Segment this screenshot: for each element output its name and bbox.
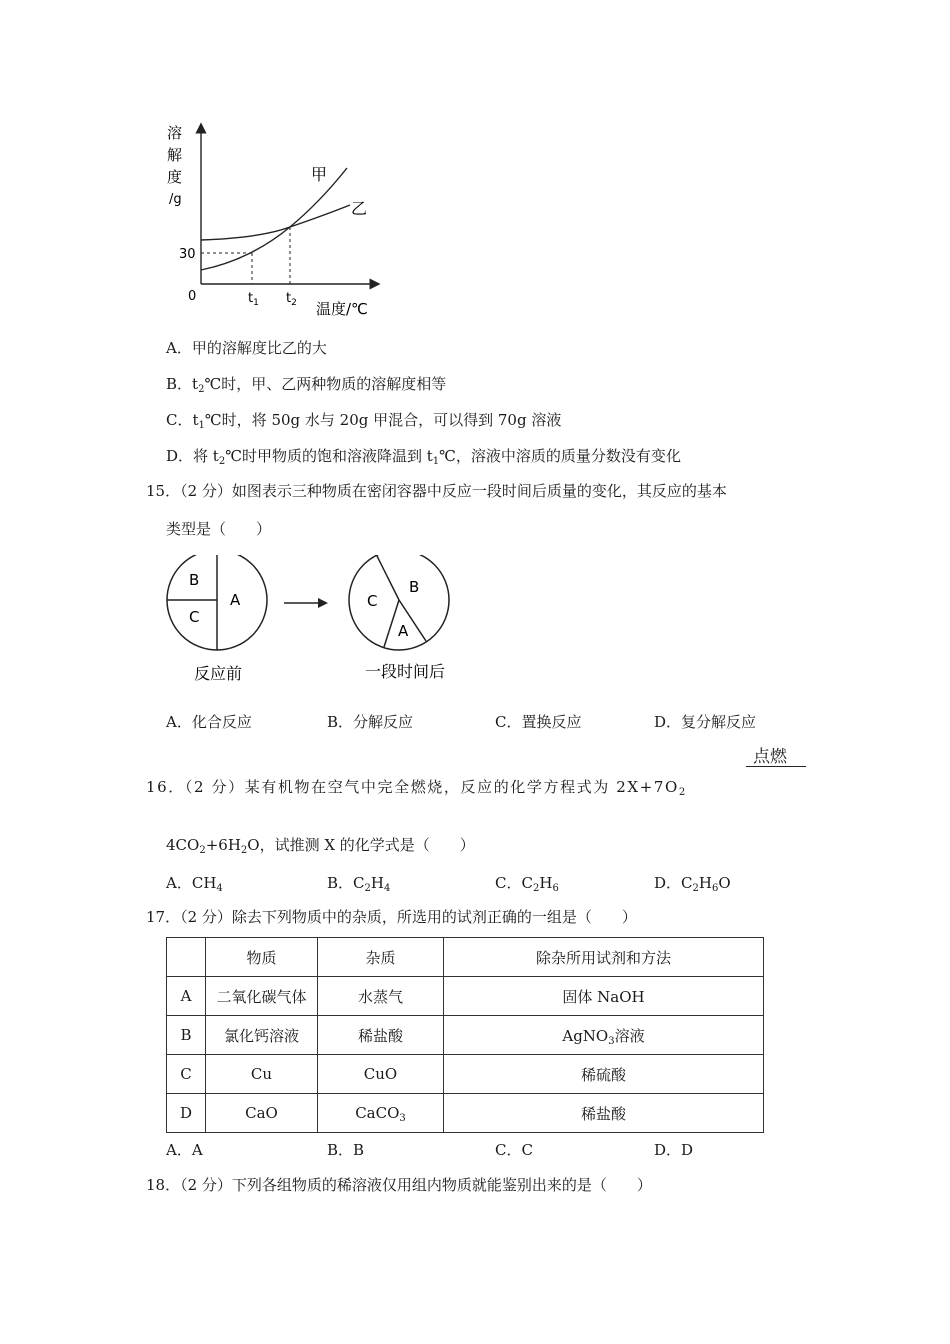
table-row — [167, 1055, 764, 1094]
row-substance: CaO — [206, 1094, 318, 1133]
q16-stem-line2: $4CO_2+6H_2O$，试推测 X 的化学式是（ ） — [166, 836, 475, 856]
q14-option-b[interactable]: B．$t_2℃$时，甲、乙两种物质的溶解度相等 — [166, 375, 447, 395]
pie-after-caption: 一段时间后 — [365, 662, 446, 681]
q18-stem: 18．（2 分）下列各组物质的稀溶液仅用组内物质就能鉴别出来的是（ ） — [146, 1176, 652, 1194]
q15-pie-diagram — [160, 555, 470, 690]
pie-after-divider-2 — [384, 600, 399, 647]
row-impurity: 水蒸气 — [318, 977, 444, 1016]
q14-option-c[interactable]: C．$t_1℃$时，将 50g 水与 20g 甲混合，可以得到 70g 溶液 — [166, 411, 562, 431]
pie-before-label-b: B — [189, 571, 200, 589]
q17-table — [166, 937, 764, 1133]
q16-condition-line — [746, 766, 806, 767]
x-tick-t1: $t_1$ — [248, 291, 259, 308]
table-header-cell: 物质 — [206, 938, 318, 977]
x-tick-t2: $t_2$ — [286, 291, 297, 308]
q15-option-a[interactable]: A．化合反应 — [166, 713, 252, 731]
curve-yi — [201, 205, 350, 240]
row-reagent: AgNO$_3$溶液 — [444, 1016, 764, 1055]
q17-stem: 17．（2 分）除去下列物质中的杂质，所选用的试剂正确的一组是（ ） — [146, 908, 637, 926]
table-header-cell — [167, 938, 206, 977]
y-label-char-3: 度 — [167, 168, 183, 186]
table-row — [167, 1094, 764, 1133]
pie-after-label-a: A — [398, 622, 409, 640]
q14-option-a[interactable]: A．甲的溶解度比乙的大 — [166, 339, 327, 357]
row-reagent: 稀硫酸 — [444, 1055, 764, 1094]
q17-option-d[interactable]: D．D — [654, 1141, 694, 1159]
q15-option-c[interactable]: C．置换反应 — [495, 713, 582, 731]
q15-option-d[interactable]: D．复分解反应 — [654, 713, 757, 731]
table-header-cell: 除杂所用试剂和方法 — [444, 938, 764, 977]
table-row — [167, 1016, 764, 1055]
series-label-jia: 甲 — [311, 165, 328, 184]
y-label-char-4: /g — [169, 192, 182, 207]
pie-before-label-c: C — [189, 608, 200, 626]
row-substance: Cu — [206, 1055, 318, 1094]
q17-option-a[interactable]: A．A — [166, 1141, 203, 1159]
row-id: A — [167, 977, 206, 1016]
row-id: C — [167, 1055, 206, 1094]
q16-option-a[interactable]: A．$CH_4$ — [166, 874, 223, 894]
q15-option-b[interactable]: B．分解反应 — [327, 713, 414, 731]
series-label-yi: 乙 — [351, 199, 368, 218]
row-impurity: CuO — [318, 1055, 444, 1094]
row-id: B — [167, 1016, 206, 1055]
row-impurity: CaCO$_3$ — [318, 1094, 444, 1133]
row-impurity: 稀盐酸 — [318, 1016, 444, 1055]
row-reagent: 固体 NaOH — [444, 977, 764, 1016]
table-header-cell: 杂质 — [318, 938, 444, 977]
q15-stem-line2: 类型是（ ） — [166, 520, 272, 538]
origin-label: 0 — [188, 289, 197, 304]
pie-after-label-b: B — [409, 578, 420, 596]
y-tick-30: 30 — [179, 247, 196, 262]
x-axis-label: 温度/℃ — [316, 300, 368, 318]
q16-option-b[interactable]: B．$C_2H_4$ — [327, 874, 391, 894]
solubility-chart — [160, 120, 390, 325]
row-substance: 氯化钙溶液 — [206, 1016, 318, 1055]
pie-before-caption: 反应前 — [194, 664, 243, 683]
q16-option-d[interactable]: D．$C_2H_6O$ — [654, 874, 731, 894]
row-id: D — [167, 1094, 206, 1133]
q16-option-c[interactable]: C．$C_2H_6$ — [495, 874, 559, 894]
y-label-char-2: 解 — [167, 146, 183, 164]
pie-after-divider-1 — [376, 555, 399, 600]
row-reagent: 稀盐酸 — [444, 1094, 764, 1133]
q14-option-d[interactable]: D．将 $t_2℃$时甲物质的饱和溶液降温到 $t_1℃$，溶液中溶质的质量分数没有变化 — [166, 447, 681, 467]
row-substance: 二氧化碳气体 — [206, 977, 318, 1016]
q16-reaction-condition: 点燃 — [753, 747, 787, 767]
q17-option-b[interactable]: B．B — [327, 1141, 365, 1159]
y-label-char-1: 溶 — [167, 124, 183, 142]
q16-stem-line1: 16．（2 分）某有机物在空气中完全燃烧，反应的化学方程式为 $2X+7O_2$ — [146, 778, 687, 798]
pie-before-label-a: A — [230, 591, 241, 609]
q15-stem-line1: 15．（2 分）如图表示三种物质在密闭容器中反应一段时间后质量的变化，其反应的基本 — [146, 482, 727, 500]
table-header-row — [167, 938, 764, 977]
reaction-arrow-head — [318, 598, 328, 608]
q17-option-c[interactable]: C．C — [495, 1141, 533, 1159]
pie-after-label-c: C — [367, 592, 378, 610]
table-row — [167, 977, 764, 1016]
